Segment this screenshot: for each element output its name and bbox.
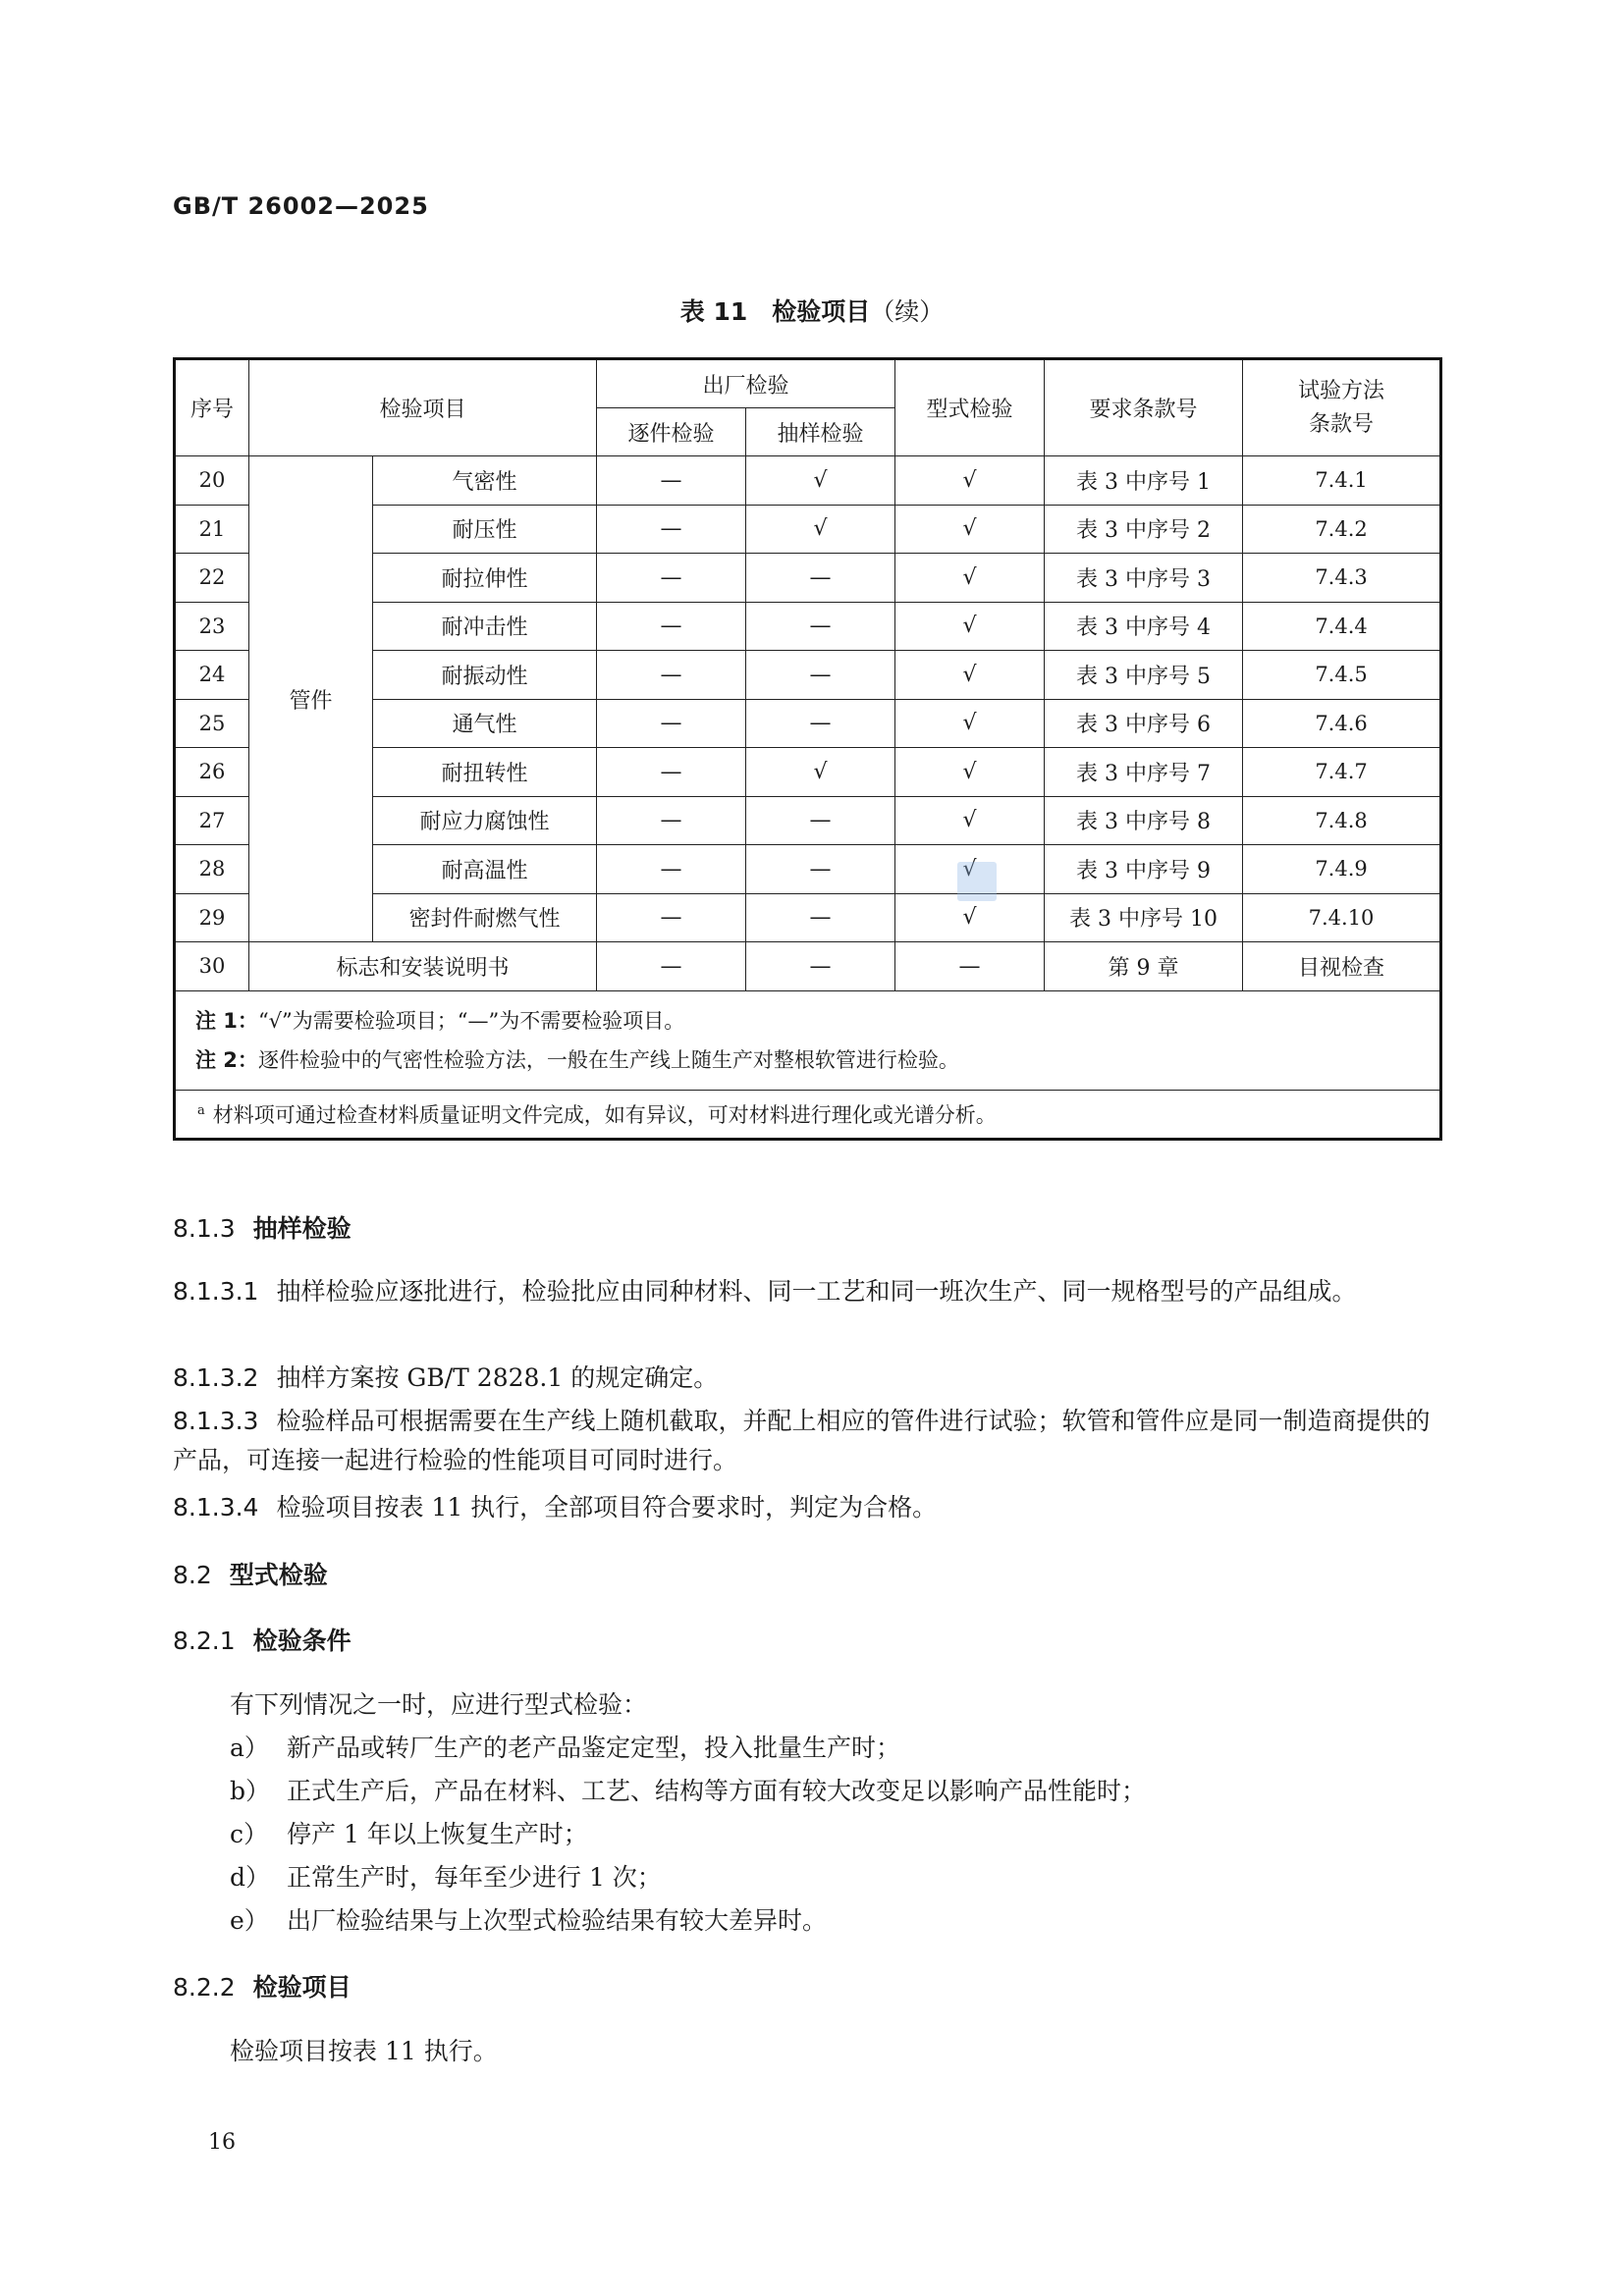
cell-method: 7.4.2: [1243, 505, 1441, 554]
clause-number: 8.1.3.4: [173, 1493, 259, 1522]
cell-type: —: [895, 942, 1045, 991]
header-sample-inspection: 抽样检验: [746, 408, 895, 456]
list-text: 停产 1 年以上恢复生产时；: [287, 1820, 588, 1848]
cell-item: 耐冲击性: [373, 602, 597, 651]
cell-item: 通气性: [373, 699, 597, 748]
cell-req: 表 3 中序号 4: [1045, 602, 1243, 651]
note-2-label: 注 2：: [195, 1047, 258, 1072]
cell-group-fittings: 管件: [249, 456, 373, 942]
cell-req: 表 3 中序号 6: [1045, 699, 1243, 748]
cell-item: 标志和安装说明书: [249, 942, 597, 991]
cell-each: —: [597, 845, 746, 894]
cell-req: 表 3 中序号 3: [1045, 554, 1243, 603]
cell-type: √: [895, 456, 1045, 506]
cell-seq: 21: [175, 505, 249, 554]
section-number: 8.1.3: [173, 1214, 236, 1243]
cell-item: 耐应力腐蚀性: [373, 796, 597, 845]
section-8-2-1-heading: [173, 1622, 1439, 1661]
cell-sample: —: [746, 651, 895, 700]
table-footnote: [175, 1090, 1441, 1139]
list-item: [230, 1815, 1439, 1854]
section-number: 8.2.2: [173, 1973, 236, 2002]
section-number: 8.2.1: [173, 1627, 236, 1655]
cell-type: √: [895, 748, 1045, 797]
cell-seq: 29: [175, 893, 249, 942]
cell-each: —: [597, 893, 746, 942]
cell-type: √: [895, 554, 1045, 603]
table-footnote-row: [175, 1090, 1441, 1139]
clause-8-1-3-3: [173, 1402, 1439, 1480]
cell-method: 7.4.4: [1243, 602, 1441, 651]
section-8-1-3-heading: [173, 1209, 1439, 1249]
cell-each: —: [597, 942, 746, 991]
cell-sample: —: [746, 699, 895, 748]
clause-text: 抽样方案按 GB/T 2828.1 的规定确定。: [276, 1363, 719, 1392]
section-title: 型式检验: [229, 1561, 328, 1589]
list-marker: b）: [230, 1777, 271, 1805]
cell-sample: √: [746, 505, 895, 554]
list-item: [230, 1858, 1439, 1897]
cell-req: 表 3 中序号 8: [1045, 796, 1243, 845]
cell-req: 表 3 中序号 2: [1045, 505, 1243, 554]
cell-item: 耐拉伸性: [373, 554, 597, 603]
table-notes: [175, 990, 1441, 1090]
cell-each: —: [597, 651, 746, 700]
cell-type: √: [895, 796, 1045, 845]
list-text: 新产品或转厂生产的老产品鉴定定型，投入批量生产时；: [287, 1734, 901, 1762]
note-2: [195, 1041, 1420, 1080]
section-8-2-2-heading: [173, 1968, 1439, 2007]
cell-method: 目视检查: [1243, 942, 1441, 991]
clause-text: 检验项目按表 11 执行，全部项目符合要求时，判定为合格。: [276, 1493, 938, 1522]
table-caption: [0, 293, 1624, 328]
list-marker: d）: [230, 1863, 271, 1892]
cell-method: 7.4.5: [1243, 651, 1441, 700]
cell-method: 7.4.10: [1243, 893, 1441, 942]
header-test-method-line2: 条款号: [1309, 411, 1375, 437]
footnote-mark: a: [197, 1102, 205, 1118]
cell-item: 耐高温性: [373, 845, 597, 894]
header-test-method-line1: 试验方法: [1298, 378, 1385, 403]
cell-item: 气密性: [373, 456, 597, 506]
cell-item: 耐扭转性: [373, 748, 597, 797]
cell-method: 7.4.3: [1243, 554, 1441, 603]
list-item: [230, 1772, 1439, 1811]
header-type-inspection: 型式检验: [895, 359, 1045, 456]
section-title: 检验条件: [252, 1627, 352, 1655]
cell-each: —: [597, 505, 746, 554]
cell-seq: 27: [175, 796, 249, 845]
cell-type-value: √: [962, 856, 977, 881]
table-caption-title: 表 11 检验项目: [679, 297, 871, 326]
header-factory-inspection: 出厂检验: [597, 359, 895, 408]
cell-type: √: [895, 651, 1045, 700]
cell-type: [895, 845, 1045, 894]
cell-type: √: [895, 602, 1045, 651]
cell-sample: —: [746, 845, 895, 894]
list-item: [230, 1729, 1439, 1768]
cell-seq: 22: [175, 554, 249, 603]
inspection-items-table: [173, 357, 1442, 1141]
list-text: 正常生产时，每年至少进行 1 次；: [287, 1863, 662, 1892]
cell-req: 表 3 中序号 5: [1045, 651, 1243, 700]
note-1-text: “√”为需要检验项目；“—”为不需要检验项目。: [257, 1008, 685, 1033]
cell-item: 密封件耐燃气性: [373, 893, 597, 942]
cell-sample: —: [746, 554, 895, 603]
section-8-2-heading: [173, 1556, 1439, 1595]
cell-type: √: [895, 505, 1045, 554]
document-id: GB/T 26002—2025: [173, 192, 429, 220]
cell-seq: 23: [175, 602, 249, 651]
section-number: 8.2: [173, 1561, 212, 1589]
cell-each: —: [597, 602, 746, 651]
header-requirement-clause: 要求条款号: [1045, 359, 1243, 456]
cell-req: 表 3 中序号 7: [1045, 748, 1243, 797]
cell-seq: 20: [175, 456, 249, 506]
cell-sample: —: [746, 796, 895, 845]
clause-text: 检验样品可根据需要在生产线上随机截取，并配上相应的管件进行试验；软管和管件应是同一制造商提供的产品，可连接一起进行检验的性能项目可同时进行。: [173, 1407, 1431, 1474]
header-seq: 序号: [175, 359, 249, 456]
cell-seq: 24: [175, 651, 249, 700]
cell-sample: —: [746, 602, 895, 651]
footnote-text: 材料项可通过检查材料质量证明文件完成，如有异议，可对材料进行理化或光谱分析。: [212, 1102, 997, 1127]
table-caption-continued: （续）: [870, 297, 945, 326]
cell-each: —: [597, 456, 746, 506]
table-row: [175, 942, 1441, 991]
cell-method: 7.4.9: [1243, 845, 1441, 894]
clause-8-1-3-2: [173, 1359, 1439, 1398]
intro-paragraph: 有下列情况之一时，应进行型式检验：: [230, 1690, 648, 1719]
note-1-label: 注 1：: [195, 1008, 258, 1033]
clause-number: 8.1.3.3: [173, 1407, 259, 1435]
cell-method: 7.4.7: [1243, 748, 1441, 797]
cell-req: 表 3 中序号 1: [1045, 456, 1243, 506]
cell-type: √: [895, 699, 1045, 748]
list-text: 出厂检验结果与上次型式检验结果有较大差异时。: [287, 1906, 828, 1935]
cell-method: 7.4.1: [1243, 456, 1441, 506]
cell-sample: —: [746, 893, 895, 942]
section-title: 检验项目: [252, 1973, 352, 2002]
cell-req: 表 3 中序号 9: [1045, 845, 1243, 894]
note-2-text: 逐件检验中的气密性检验方法，一般在生产线上随生产对整根软管进行检验。: [257, 1047, 959, 1072]
cell-each: —: [597, 748, 746, 797]
clause-number: 8.1.3.2: [173, 1363, 259, 1392]
list-marker: c）: [230, 1820, 269, 1848]
list-marker: e）: [230, 1906, 269, 1935]
clause-text: 抽样检验应逐批进行，检验批应由同种材料、同一工艺和同一班次生产、同一规格型号的产品组成。: [276, 1277, 1357, 1306]
section-8-2-2-text: 检验项目按表 11 执行。: [230, 2037, 498, 2065]
cell-seq: 28: [175, 845, 249, 894]
header-each-inspection: 逐件检验: [597, 408, 746, 456]
table-notes-row: [175, 990, 1441, 1090]
cell-method: 7.4.6: [1243, 699, 1441, 748]
cell-item: 耐压性: [373, 505, 597, 554]
table-row: [175, 456, 1441, 506]
cell-sample: —: [746, 942, 895, 991]
cell-seq: 25: [175, 699, 249, 748]
cell-type: √: [895, 893, 1045, 942]
cell-sample: √: [746, 748, 895, 797]
cell-req: 第 9 章: [1045, 942, 1243, 991]
list-text: 正式生产后，产品在材料、工艺、结构等方面有较大改变足以影响产品性能时；: [287, 1777, 1147, 1805]
section-title: 抽样检验: [252, 1214, 352, 1243]
cell-method: 7.4.8: [1243, 796, 1441, 845]
list-item: [230, 1901, 1439, 1941]
page-number: 16: [208, 2130, 236, 2155]
clause-8-1-3-1: [173, 1272, 1439, 1311]
cell-sample: √: [746, 456, 895, 506]
cell-req: 表 3 中序号 10: [1045, 893, 1243, 942]
header-item: 检验项目: [249, 359, 597, 456]
list-marker: a）: [230, 1734, 269, 1762]
cell-each: —: [597, 699, 746, 748]
cell-each: —: [597, 554, 746, 603]
note-1: [195, 1001, 1420, 1041]
clause-8-1-3-4: [173, 1488, 1439, 1527]
cell-seq: 30: [175, 942, 249, 991]
cell-item: 耐振动性: [373, 651, 597, 700]
cell-each: —: [597, 796, 746, 845]
cell-seq: 26: [175, 748, 249, 797]
clause-number: 8.1.3.1: [173, 1277, 259, 1306]
header-test-method-clause: [1243, 359, 1441, 456]
